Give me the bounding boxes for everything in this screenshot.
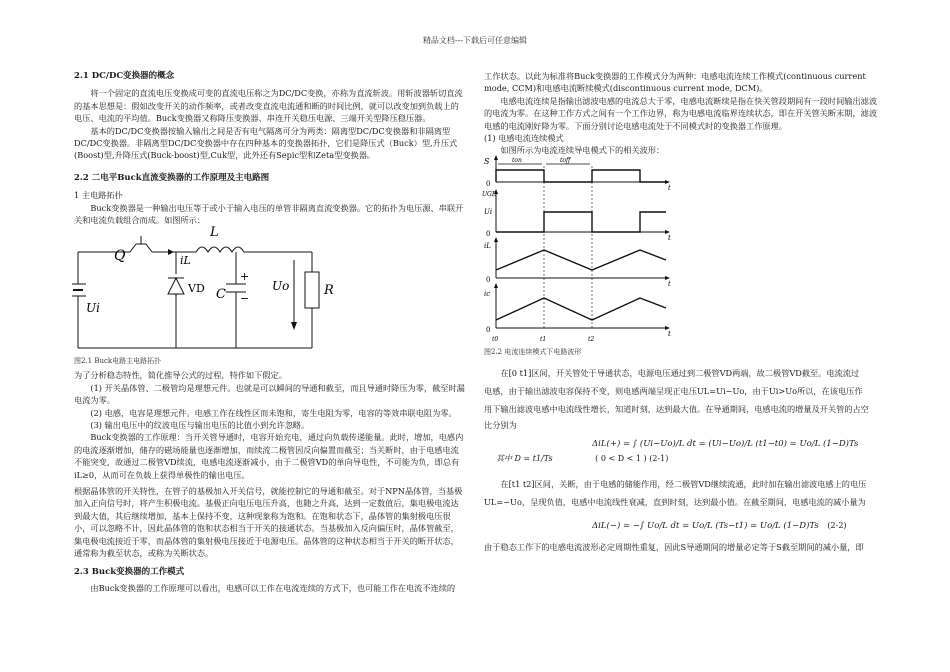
label-c: C — [216, 287, 226, 302]
assumption-1: (1) 开关晶体管、二极管均是理想元件。也就是可以瞬间的导通和截至，而且导通时降压为零，截至时漏电流为零。 — [74, 382, 465, 406]
interval-on-line-3: 用下输出滤波电感中电流线性增长，知道时刻，达到最大值。在导通期间，电感电流的增量及开关管的占空 — [484, 404, 869, 415]
wave-label-ui: Ui — [484, 208, 493, 216]
section-2-2-para-1: Buck变换器是一种输出电压等于或小于输入电压的单管非隔离直流变换器。它的拓扑为电压源、串联开关和电流负载组合而成。如图所示： — [74, 202, 464, 226]
label-l: L — [210, 225, 219, 240]
wave-label-t1: t1 — [540, 336, 547, 343]
wave-label-s: S — [484, 157, 490, 166]
wave-label-toff: toff — [560, 157, 571, 164]
section-2-1-title: 2.1 DC/DC变换器的概念 — [74, 71, 175, 81]
label-r: R — [324, 283, 334, 298]
right-column-lower — [484, 346, 878, 553]
section-2-3-title: 2.3 Buck变换器的工作模式 — [74, 566, 185, 577]
left-column — [74, 70, 466, 226]
label-ui: Ui — [86, 301, 100, 315]
wave-zero-2: 0 — [486, 230, 491, 238]
ccm-waveform-diagram — [482, 152, 682, 344]
equation-2-2-row — [592, 519, 878, 532]
label-q: Q — [114, 248, 126, 264]
section-2-1-para-2: 基本的DC/DC变换器按输入输出之间是否有电气隔离可分为两类：隔离型DC/DC变换器和非隔离型DC/DC变换器。非隔离型DC/DC变换器中存在四种基本的变换器拓扑，它们是降压式（Buck）型,升压式(Boost)型,升降压式(Buck-boost)型,Cuk型，此外还有Sepic型和Zeta型变换器。 — [74, 125, 458, 161]
wave-axis-t1: t — [668, 184, 671, 192]
interval-off-line-1: 在[t1 t2]区间，关断，由于电感的储能作用，经二极管VD继续流通，此时加在输出滤波电感上的电压 — [500, 479, 867, 490]
section-2-1-para-1: 将一个固定的直流电压变换成可变的直流电压称之为DC/DC变换，亦称为直流斩波。用斩波器斩切直流的基本思想是：假如改变开关的动作频率，或者改变直流电流通和断的时间比例，就可以改变加到负载上的电压、电流的平均值。Buck变换器又称降压变换器、串连开关稳压电源、三端开关型降压稳压器。 — [74, 88, 463, 124]
equation-2-1-where — [496, 453, 878, 465]
assumptions-intro: 为了分析稳态特性，简化推导公式的过程，特作如下假定。 — [74, 370, 287, 381]
npn-paragraph: 根据晶体管的开关特性，在管子的基极加入开关信号，就能控制它的导通和截至。对于NPN晶体管，当基极加入正向信号时，将产生积极电流。基极正向电压电压升高，也随之升高，达到一定数值后，集电极电流达到最大值，其后继续增加，基本上保持不变，这种现象称为饱和。在饱和状态下，晶体管的集射极电压很小，可以忽略不计，因此晶体管的饱和状态相当于开关的接通状态。当基极加入反向偏压时，晶体管截至，集电极电流接近于零，而晶体管的集射极电压接近于电源电压。晶体管的这种状态相当于开关的断开状态，通常称为截至状态，或称为关断状态。 — [74, 486, 463, 559]
buck-circuit-diagram — [72, 222, 392, 350]
wave-axis-t2: t — [668, 234, 671, 242]
working-principle: Buck变换器的工作原理：当开关管导通时，电容开始充电，通过向负载传递能量。此时，增加，电感内的电流逐渐增加，储存的磁场能量也逐渐增加，而续流二极管因反向偏置而截至；当关断时，由于电感电流不能突变，故通过二极管VD续流，电感电流逐渐减小，由于二极管VD的单向导电性，不可能为负，即总有iL≥0，从而可在负载上获得单极性的输出电压。 — [74, 432, 464, 480]
left-column-lower — [74, 355, 466, 594]
interval-on-line-1: 在[0 t1]区间，开关管处于导通状态，电源电压通过到二极管VD两端，故二极管VD截至。电流流过 — [500, 368, 860, 379]
interval-off-line-2: UL=−Uo，呈现负值，电感中电流线性衰减，直到时刻，达到最小值。在截至期间，电感电流的减小量为 — [484, 497, 866, 508]
wave-axis-t4: t — [668, 330, 671, 338]
wave-label-ic: ic — [484, 290, 491, 298]
section-2-3-para-1: 由Buck变换器的工作原理可以看出，电感可以工作在电流连续的方式下，也可能工作在电流不连续的 — [90, 582, 456, 593]
equation-2-2: ΔiL(−) = −∫ Uo/L dt = Uo/L (Ts−t1) = Uo/L (1−D)Ts — [592, 521, 819, 532]
wave-axis-t3: t — [668, 280, 671, 288]
wave-label-t2: t2 — [588, 336, 595, 343]
mode-1-title: (1) 电感电流连续模式 — [484, 133, 564, 144]
figure-2-2-caption: 图2.2 电流连续模式下电路波形 — [484, 348, 582, 356]
subsection-topology: 1 主电路拓扑 — [74, 190, 123, 201]
label-il: iL — [180, 254, 191, 267]
equation-2-2-number: (2-2) — [827, 521, 847, 531]
wave-zero-1: 0 — [486, 180, 491, 188]
interval-on-line-2: 电感，由于输出滤波电容保持不变，则电感两端呈现正电压UL=Ui−Uo，由于Ui>Uo所以，在该电压作 — [484, 386, 863, 397]
label-vd: VD — [188, 282, 205, 295]
interval-on-line-4: 比分别为 — [484, 420, 517, 431]
right-para-1: 工作状态。以此为标准将Buck变换器的工作模式分为两种：电感电流连续工作模式(continuous current mode, CCM)和电感电流断续模式(discontinuous current mode, DCM)。 — [484, 71, 866, 94]
equation-2-1: ΔiL(+) = ∫ (Ui−Uo)/L dt = (Ui−Uo)/L (t1−t0) = Uo/L (1−D)Ts — [592, 439, 859, 450]
steady-state-paragraph: 由于稳态工作下的电感电流波形必定周期性重复，因此S导通期间的增量必定等于S截至期间的减小量，即 — [484, 541, 864, 552]
right-column — [484, 70, 878, 157]
equation-2-1-cond: ( 0 < D < 1 ) (2-1) — [595, 453, 669, 463]
mode-1-description: 如图所示为电流连续导电模式下的相关波形： — [500, 145, 665, 156]
section-2-2-title: 2.2 二电平Buck直流变换器的工作原理及主电路图 — [74, 172, 270, 183]
equation-2-1-d: 其中 D = t1/Ts — [496, 453, 553, 463]
wave-label-ton: ton — [512, 157, 522, 164]
assumption-2: (2) 电感，电容是理想元件。电感工作在线性区而未饱和，寄生电阻为零，电容的等效串联电阻为零。 — [90, 407, 457, 418]
label-plus: + — [240, 270, 250, 283]
figure-2-1-caption: 图2.1 Buck电路主电路拓扑 — [74, 357, 162, 365]
wave-zero-4: 0 — [486, 326, 491, 334]
wave-zero-3: 0 — [486, 276, 491, 284]
wave-label-t0: t0 — [492, 336, 499, 343]
label-minus: − — [240, 292, 250, 305]
wave-label-uge: UGE — [482, 191, 497, 198]
label-uo: Uo — [272, 279, 290, 293]
page-header: 精品文档---下载后可任意编辑 — [422, 36, 528, 45]
assumption-3: (3) 输出电压中的纹波电压与输出电压的比值小到允许忽略。 — [90, 420, 310, 431]
right-para-2: 电感电流连续是指输出滤波电感的电流总大于零，电感电流断续是指在快关管段期间有一段时间输出滤波的电流为零。在这种工作方式之间有一个工作边界，称为电感电流临界连续状态，即在开关管关断末期，滤波电感的电流刚好降为零。下面分别讨论电感电流处于不同模式时的变换器工作原理。 — [484, 95, 878, 131]
wave-label-il: iL — [484, 242, 491, 250]
